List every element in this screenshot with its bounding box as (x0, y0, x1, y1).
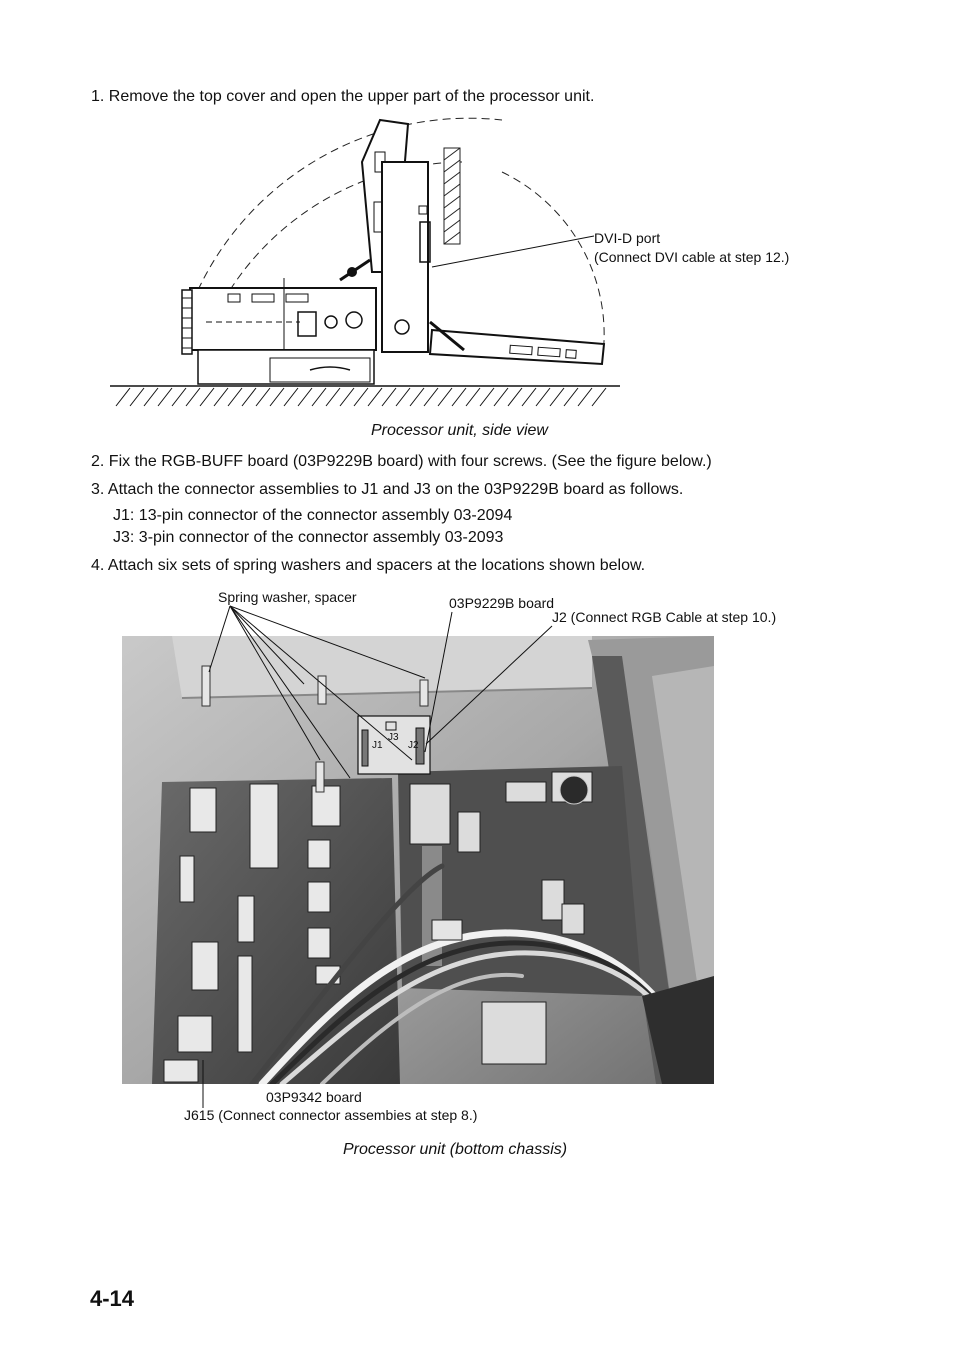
j2-connector-label: J2 (Connect RGB Cable at step 10.) (552, 609, 777, 625)
inset-j1-label: J1 (372, 740, 383, 751)
page-number: 4-14 (90, 1286, 135, 1311)
inset-j3-label: J3 (388, 732, 399, 743)
board-03p9229b-label: 03P9229B board (449, 595, 555, 611)
step-1-text: 1. Remove the top cover and open the upper part of the processor unit. (91, 88, 595, 105)
figure-2-caption: Processor unit (bottom chassis) (343, 1141, 568, 1158)
inset-j2-label: J2 (408, 740, 419, 751)
figure-1-caption: Processor unit, side view (371, 422, 548, 439)
dvi-port-note: (Connect DVI cable at step 12.) (594, 249, 790, 265)
dvi-port-label: DVI-D port (594, 230, 661, 246)
j615-connector-label: J615 (Connect connector assembies at step 8.) (184, 1107, 478, 1123)
board-03p9342-label: 03P9342 board (266, 1089, 362, 1105)
step-3-j3-detail: J3: 3-pin connector of the connector assembly 03-2093 (113, 529, 504, 546)
spring-washer-label: Spring washer, spacer (218, 589, 357, 605)
step-3-text: 3. Attach the connector assemblies to J1 and J3 on the 03P9229B board as follows. (91, 481, 684, 498)
step-4-text: 4. Attach six sets of spring washers and spacers at the locations shown below. (91, 557, 646, 574)
step-2-text: 2. Fix the RGB-BUFF board (03P9229B board) with four screws. (See the figure below.) (91, 453, 712, 470)
step-3-j1-detail: J1: 13-pin connector of the connector assembly 03-2094 (113, 507, 513, 524)
